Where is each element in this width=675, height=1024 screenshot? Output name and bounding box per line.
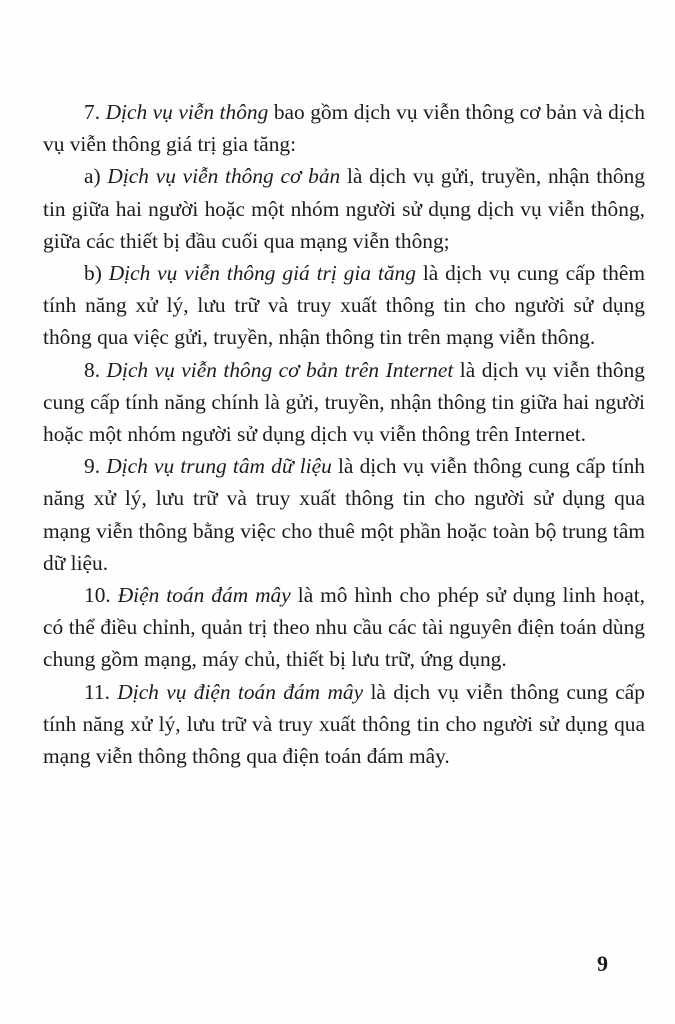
- definition-8: [43, 354, 645, 451]
- definition-text: là dịch vụ cung cấp thêm tính năng xử lý, lưu trữ và truy xuất thông tin cho người sử dụng thông qua việc gửi, truyền, nhận thông tin trên mạng viễn thông.: [43, 261, 645, 350]
- item-number: 10.: [84, 583, 111, 608]
- definition-7: [43, 96, 645, 160]
- definition-text: là dịch vụ viễn thông cung cấp tính năng xử lý, lưu trữ và truy xuất thông tin cho người sử dụng qua mạng viễn thông bằng việc cho thuê một phần hoặc toàn bộ trung tâm dữ liệu.: [43, 454, 645, 575]
- item-number: 7.: [84, 100, 101, 124]
- item-number: a): [84, 164, 101, 189]
- defined-term: Điện toán đám mây: [117, 583, 291, 608]
- definition-text: là dịch vụ gửi, truyền, nhận thông tin giữa hai người hoặc một nhóm người sử dụng dịch vụ viễn thông, giữa các thiết bị đầu cuối qua mạng viễn thông;: [43, 164, 645, 253]
- page-number: 9: [597, 951, 608, 976]
- body-text: [43, 96, 645, 772]
- definition-11: [43, 676, 645, 773]
- definition-7a: [43, 160, 645, 257]
- item-number: b): [84, 261, 102, 286]
- defined-term: Dịch vụ viễn thông: [105, 100, 269, 124]
- definition-text: là dịch vụ viễn thông cung cấp tính năng chính là gửi, truyền, nhận thông tin giữa hai người hoặc một nhóm người sử dụng dịch vụ viễn thông trên Internet.: [43, 357, 645, 447]
- definition-9: [43, 450, 645, 579]
- defined-term: Dịch vụ viễn thông cơ bản: [107, 164, 341, 189]
- item-number: 8.: [84, 357, 101, 382]
- defined-term: Dịch vụ trung tâm dữ liệu: [106, 454, 332, 479]
- defined-term: Dịch vụ điện toán đám mây: [117, 679, 364, 704]
- definition-10: [43, 579, 645, 676]
- defined-term: Dịch vụ viễn thông giá trị gia tăng: [108, 261, 416, 286]
- item-number: 11.: [84, 679, 110, 704]
- definition-text: bao gồm dịch vụ viễn thông cơ bản và dịch vụ viễn thông giá trị gia tăng:: [43, 100, 645, 157]
- item-number: 9.: [84, 454, 101, 479]
- definition-7b: [43, 257, 645, 354]
- definition-text: là mô hình cho phép sử dụng linh hoạt, có thể điều chỉnh, quản trị theo nhu cầu các tài nguyên điện toán dùng chung gồm mạng, máy chủ, thiết bị lưu trữ, ứng dụng.: [43, 583, 645, 672]
- defined-term: Dịch vụ viễn thông cơ bản trên Internet: [106, 357, 454, 382]
- definition-text: là dịch vụ viễn thông cung cấp tính năng xử lý, lưu trữ và truy xuất thông tin cho người sử dụng qua mạng viễn thông thông qua điện toán đám mây.: [43, 679, 645, 769]
